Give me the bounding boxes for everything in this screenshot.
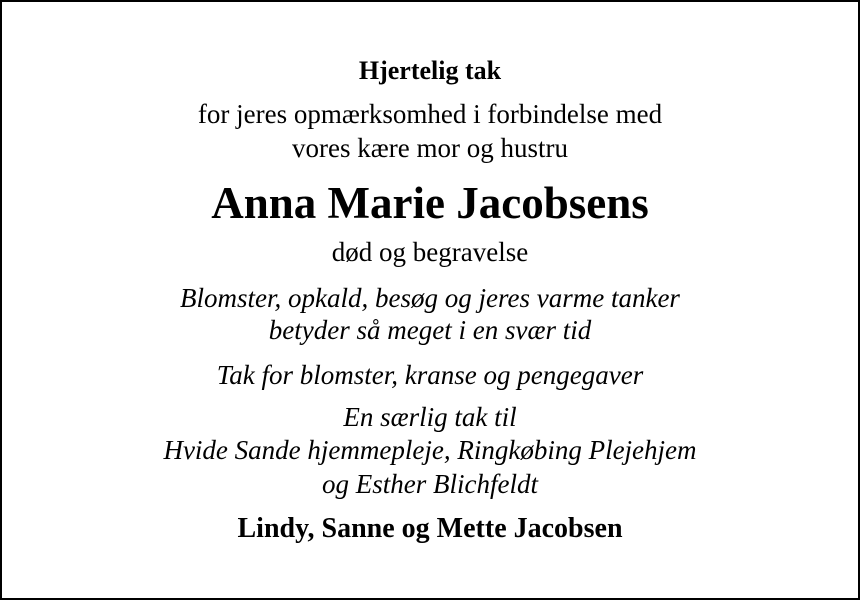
special-thanks-line-1: En særlig tak til: [343, 402, 517, 432]
intro-line-2: vores kære mor og hustru: [292, 133, 568, 163]
notice-heading: Hjertelig tak: [358, 56, 502, 85]
notice-subtitle: død og begravelse: [331, 237, 529, 267]
thanks-line: Tak for blomster, kranse og pengegaver: [216, 360, 644, 390]
special-thanks-line-2: Hvide Sande hjemmepleje, Ringkøbing Plejehjem: [163, 435, 697, 465]
intro-line-1: for jeres opmærksomhed i forbindelse med: [197, 99, 663, 129]
signature: Lindy, Sanne og Mette Jacobsen: [237, 513, 623, 544]
message-line-2: betyder så meget i en svær tid: [268, 315, 592, 345]
special-thanks-line-3: og Esther Blichfeldt: [322, 469, 538, 499]
message-line-1: Blomster, opkald, besøg og jeres varme tanker: [180, 283, 680, 313]
deceased-name: Anna Marie Jacobsens: [211, 178, 649, 228]
